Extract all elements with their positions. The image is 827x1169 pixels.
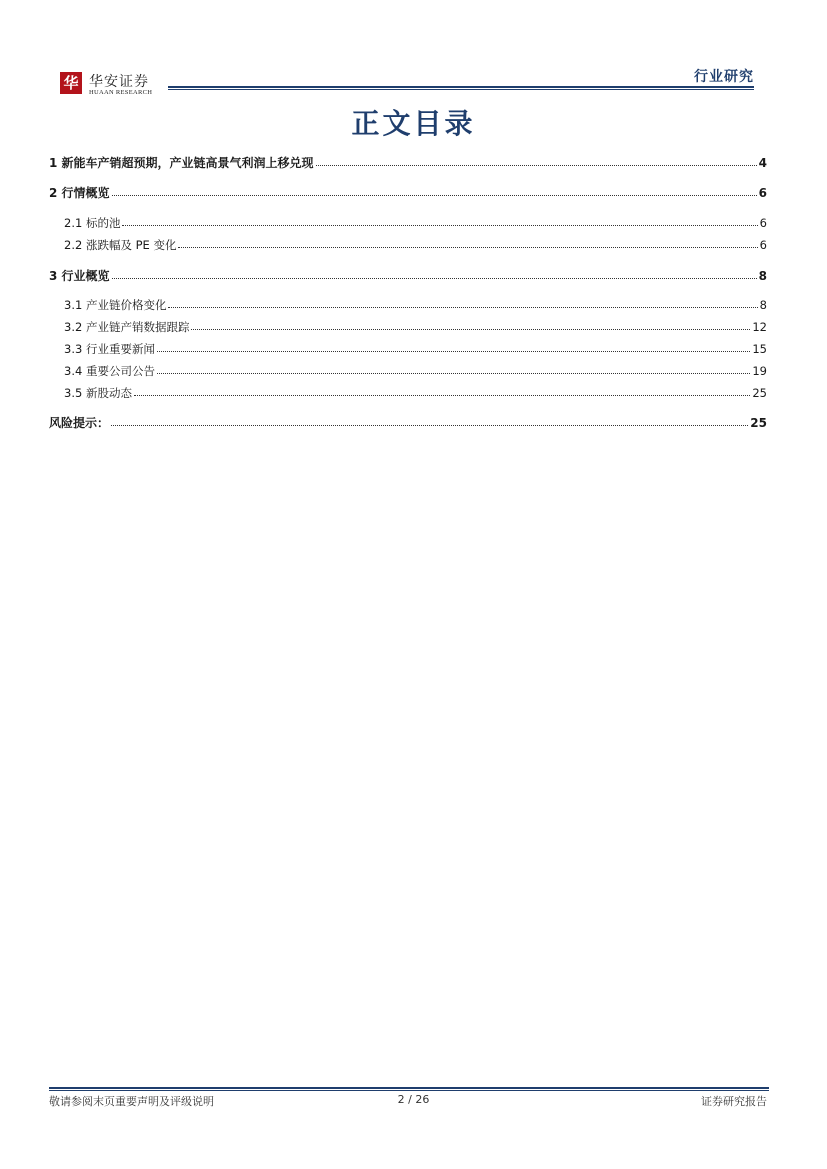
toc-entry-page: 25 bbox=[750, 416, 767, 430]
toc-entry-label: 3.4 重要公司公告 bbox=[64, 364, 155, 378]
logo-mark-icon: 华 bbox=[60, 72, 82, 94]
toc-entry-label: 3 行业概览 bbox=[49, 269, 110, 283]
toc-entry-page: 12 bbox=[752, 320, 767, 334]
toc-entry[interactable] bbox=[64, 319, 767, 335]
toc-dot-leader bbox=[157, 341, 750, 352]
toc-entry-page: 6 bbox=[758, 186, 767, 200]
toc-entry[interactable] bbox=[64, 341, 767, 357]
toc-entry[interactable] bbox=[64, 297, 767, 313]
toc-entry[interactable] bbox=[64, 237, 767, 253]
toc-dot-leader bbox=[178, 237, 757, 248]
company-logo bbox=[60, 72, 170, 100]
toc-dot-leader bbox=[191, 319, 750, 330]
toc-dot-leader bbox=[112, 268, 757, 279]
toc-dot-leader bbox=[122, 215, 757, 226]
toc-entry-page: 4 bbox=[758, 156, 767, 170]
toc-entry-page: 19 bbox=[752, 364, 767, 378]
toc-dot-leader bbox=[316, 155, 757, 166]
toc-entry[interactable] bbox=[49, 268, 767, 284]
toc-entry-label: 1 新能车产销超预期，产业链高景气利润上移兑现 bbox=[49, 156, 314, 170]
footer-report-type: 证券研究报告 bbox=[701, 1095, 767, 1108]
page-title: 正文目录 bbox=[351, 107, 476, 140]
header-divider-thin bbox=[168, 89, 754, 90]
toc-entry-label: 2.1 标的池 bbox=[64, 216, 121, 230]
toc-dot-leader bbox=[157, 363, 750, 374]
toc-dot-leader bbox=[134, 385, 750, 396]
footer-divider-thin bbox=[49, 1090, 769, 1091]
toc-entry-page: 6 bbox=[759, 238, 767, 252]
toc-entry[interactable] bbox=[49, 415, 767, 431]
toc-entry-page: 8 bbox=[759, 298, 767, 312]
toc-entry[interactable] bbox=[64, 215, 767, 231]
logo-company-name: 华安证券 bbox=[89, 74, 149, 90]
header-divider bbox=[168, 86, 754, 88]
logo-english-name: HUAAN RESEARCH bbox=[89, 89, 153, 96]
toc-dot-leader bbox=[111, 415, 748, 426]
toc-entry-label: 3.3 行业重要新闻 bbox=[64, 342, 155, 356]
toc-entry-page: 8 bbox=[758, 269, 767, 283]
toc-dot-leader bbox=[168, 297, 757, 308]
page-number: 2 / 26 bbox=[397, 1093, 430, 1106]
toc-entry-label: 3.1 产业链价格变化 bbox=[64, 298, 167, 312]
toc-entry[interactable] bbox=[49, 185, 767, 201]
toc-entry-page: 15 bbox=[752, 342, 767, 356]
toc-entry-page: 6 bbox=[759, 216, 767, 230]
toc-dot-leader bbox=[112, 185, 757, 196]
toc-entry[interactable] bbox=[49, 155, 767, 171]
toc-entry-page: 25 bbox=[752, 386, 767, 400]
toc-entry-label: 2.2 涨跌幅及 PE 变化 bbox=[64, 238, 177, 252]
footer-divider bbox=[49, 1087, 769, 1089]
toc-entry[interactable] bbox=[64, 363, 767, 379]
toc-entry-label: 风险提示： bbox=[49, 416, 110, 430]
toc-entry-label: 2 行情概览 bbox=[49, 186, 110, 200]
toc-entry-label: 3.2 产业链产销数据跟踪 bbox=[64, 320, 190, 334]
toc-entry-label: 3.5 新股动态 bbox=[64, 386, 132, 400]
footer-disclaimer: 敬请参阅末页重要声明及评级说明 bbox=[49, 1095, 214, 1108]
report-category: 行业研究 bbox=[694, 69, 754, 85]
toc-entry[interactable] bbox=[64, 385, 767, 401]
